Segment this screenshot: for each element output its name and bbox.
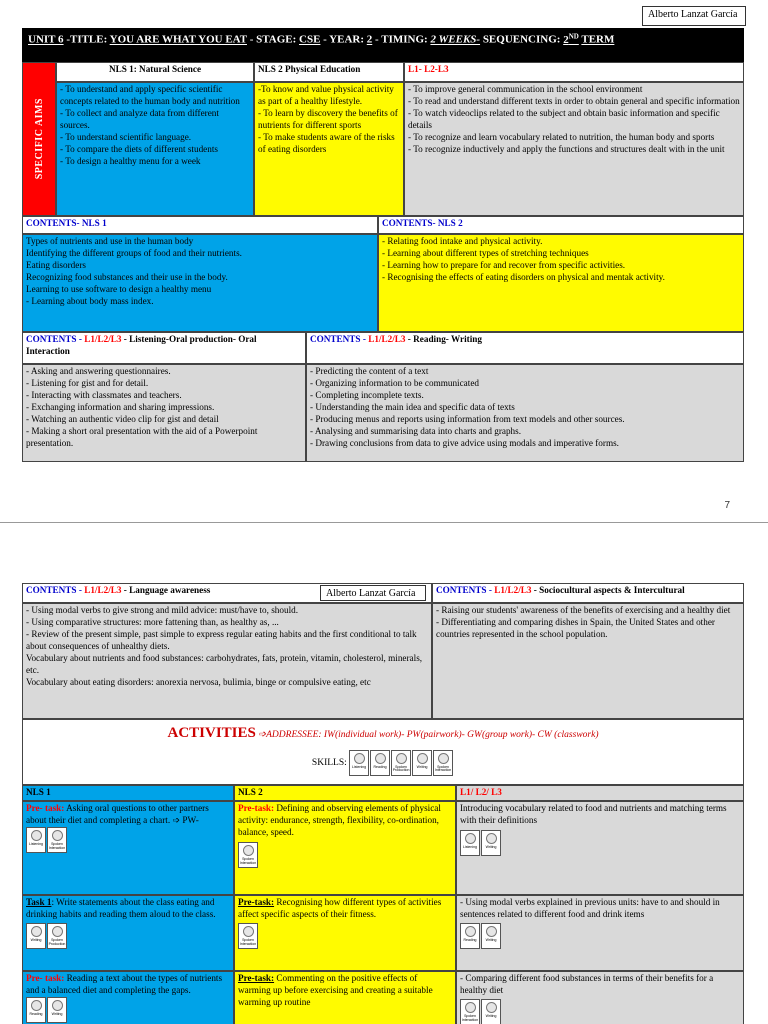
timing-label: - TIMING: [375, 33, 428, 46]
list-item: Types of nutrients and use in the human body [26, 236, 194, 246]
writing-icon: Writing [412, 750, 432, 776]
listening-icon: Listening [26, 827, 46, 853]
list-item: - Drawing conclusions from data to give advice using modals and imperative forms. [310, 437, 619, 448]
list-item: - Raising our students' awareness of the benefits of exercising and a healthy diet [436, 605, 731, 615]
list-item: - To understand and apply specific scientific concepts related to the human body and nutrition [60, 84, 240, 106]
aims-nls1-header: NLS 1: Natural Science [56, 62, 254, 82]
writing-icon: Writing [481, 923, 501, 949]
contents-nls1-header: CONTENTS- NLS 1 [22, 216, 378, 234]
activity-text: Defining and observing elements of physical activity: endurance, strength, flexibility, co-ordination, balance, speed. [238, 803, 441, 837]
sociocultural-prefix: CONTENTS - [436, 585, 495, 595]
list-item: - Predicting the content of a text [310, 366, 429, 376]
activities-l-header: L1/ L2/ L3 [456, 785, 744, 801]
list-item: - Producing menus and reports using information from text models and other sources. [310, 413, 625, 424]
document-page-2 [0, 522, 768, 1024]
contents-reading-suffix: - Reading- Writing [405, 334, 482, 344]
contents-reading-levels: L1/L2/L3 [368, 334, 406, 344]
list-item: Learning to use software to design a healthy menu [26, 283, 212, 294]
task-label: Task 1 [26, 897, 52, 907]
sociocultural-list [432, 603, 744, 719]
language-awareness-levels: L1/L2/L3 [84, 585, 122, 595]
aims-l-list [404, 82, 744, 216]
contents-listening-list [22, 364, 306, 462]
list-item: - Using modal verbs to give strong and mild advice: must/have to, should. [26, 605, 299, 615]
aims-nls2-header: NLS 2 Physical Education [254, 62, 404, 82]
sociocultural-levels: L1/L2/L3 [494, 585, 532, 595]
list-item: - Making a short oral presentation with the aid of a Powerpoint presentation. [26, 425, 258, 448]
list-item: - To read and understand different texts in order to obtain general and specific information [408, 95, 740, 106]
list-item: - Understanding the main idea and specific data of texts [310, 401, 515, 412]
addressee-legend: ➩ADDRESSEE: IW(individual work)- PW(pairwork)- GW(group work)- CW (classwork) [258, 730, 599, 740]
list-item: - Listening for gist and for detail. [26, 377, 149, 388]
skills-legend [26, 750, 740, 776]
writing-icon: Writing [481, 830, 501, 856]
contents-listening-levels: L1/L2/L3 [84, 334, 122, 344]
unit-label: UNIT 6 [28, 33, 64, 46]
writing-icon: Writing [481, 999, 501, 1024]
list-item: - Differentiating and comparing dishes in Spain, the United States and other countries represented in the school population. [436, 616, 715, 639]
list-item: - Exchanging information and sharing impressions. [26, 401, 215, 412]
sequencing-number: 2 [563, 33, 569, 46]
specific-aims-text: SPECIFIC AIMS [33, 98, 45, 180]
activities-nls1-header: NLS 1 [22, 785, 234, 801]
activity-text: - Comparing different food substances in terms of their benefits for a healthy diet [460, 973, 714, 995]
author-box-page-2: Alberto Lanzat García [320, 585, 426, 601]
list-item: - To compare the diets of different students [60, 143, 218, 154]
language-awareness-list [22, 603, 432, 719]
pre-task-label: Pre-task: [238, 973, 275, 983]
spoken-interaction-icon: Spoken Interaction [238, 923, 258, 949]
list-item: - Interacting with classmates and teachers. [26, 389, 182, 400]
sociocultural-suffix: - Sociocultural aspects & Intercultural [531, 585, 685, 595]
list-item: - Analysing and summarising data into charts and graphs. [310, 425, 522, 436]
list-item: - To learn by discovery the benefits of nutrients for different sports [258, 107, 398, 130]
spoken-interaction-icon: Spoken Interaction [460, 999, 480, 1024]
sociocultural-header [432, 583, 744, 603]
activity-row1-l [456, 801, 744, 895]
list-item: Identifying the different groups of food and their nutrients. [26, 247, 242, 258]
activity-row1-nls1 [22, 801, 234, 895]
list-item: - Watching an authentic video clip for gist and detail [26, 413, 219, 424]
language-awareness-prefix: CONTENTS - [26, 585, 85, 595]
list-item: - Completing incomplete texts. [310, 389, 424, 400]
list-item: - To recognize inductively and apply the functions and structures dealt with in the unit [408, 143, 725, 154]
activities-title: ACTIVITIES [167, 725, 256, 741]
list-item: Vocabulary about eating disorders: anorexia nervosa, bulimia, binge or compulsive eating, etc [26, 676, 371, 687]
skills-label: SKILLS: [311, 757, 347, 768]
list-item: - Review of the present simple, past simple to express regular eating habits and the first conditional to talk about consequences of unhealthy diets. [26, 628, 417, 651]
activity-text: Commenting on the positive effects of warming up before exercising and creating a suitable warming up routine [238, 973, 433, 1007]
contents-listening-suffix: - Listening-Oral production- Oral Interaction [26, 334, 257, 356]
activity-row3-nls2 [234, 971, 456, 1024]
activity-row2-nls1 [22, 895, 234, 971]
specific-aims-side-label [22, 62, 56, 216]
spoken-production-icon: Spoken Production [391, 750, 411, 776]
list-item: - Asking and answering questionnaires. [26, 366, 171, 376]
list-item: - To recognize and learn vocabulary related to nutrition, the human body and sports [408, 131, 715, 142]
contents-nls2-header: CONTENTS- NLS 2 [378, 216, 744, 234]
list-item: - Recognising the effects of eating disorders on physical and mentak activity. [382, 271, 665, 282]
writing-icon: Writing [47, 997, 67, 1023]
list-item: - Learning about different types of stretching techniques [382, 247, 589, 258]
sequencing-sup: ND [568, 32, 579, 40]
list-item: Eating disorders [26, 259, 86, 270]
reading-icon: Reading [460, 923, 480, 949]
pre-task-label: Pre-task: [238, 897, 275, 907]
list-item: Vocabulary about nutrients and food substances: carbohydrates, fats, protein, vitamin, cholesterol, minerals, etc. [26, 652, 423, 675]
page-number: 7 [724, 500, 730, 511]
unit-title: YOU ARE WHAT YOU EAT [109, 33, 247, 46]
list-item: - Learning about body mass index. [26, 295, 154, 306]
contents-nls2-list [378, 234, 744, 332]
pre-task-label: Pre-task: [238, 803, 275, 813]
contents-listening-prefix: CONTENTS - [26, 334, 85, 344]
list-item: - Using comparative structures: more fattening than, as healthy as, ... [26, 616, 279, 627]
contents-listening-header [22, 332, 306, 364]
list-item: Recognizing food substances and their use in the body. [26, 271, 228, 282]
spoken-interaction-icon: Spoken Interaction [238, 842, 258, 868]
activity-row2-nls2 [234, 895, 456, 971]
contents-reading-header [306, 332, 744, 364]
timing-value: 2 WEEKS- [430, 33, 481, 46]
stage-label: - STAGE: [249, 33, 297, 46]
contents-reading-prefix: CONTENTS - [310, 334, 369, 344]
aims-l-header: L1- L2-L3 [404, 62, 744, 82]
reading-icon: Reading [370, 750, 390, 776]
contents-reading-list [306, 364, 744, 462]
activities-nls2-header: NLS 2 [234, 785, 456, 801]
list-item: - Organizing information to be communicated [310, 377, 479, 388]
spoken-interaction-icon: Spoken Interaction [433, 750, 453, 776]
spoken-production-icon: Spoken Production [47, 923, 67, 949]
activity-text: Recognising how different types of activities affect specific aspects of their fitness. [238, 897, 442, 919]
term-label: TERM [581, 33, 615, 46]
activity-text: : Write statements about the class eating and drinking habits and reading them aloud to the class. [26, 897, 216, 919]
contents-nls1-list [22, 234, 378, 332]
list-item: - To watch videoclips related to the subject and obtain basic information and specific details [408, 107, 720, 130]
pre-task-label: Pre- task: [26, 803, 65, 813]
activity-text: Introducing vocabulary related to food and nutrients and matching terms with their definitions [460, 803, 727, 825]
spoken-interaction-icon: Spoken Interaction [47, 827, 67, 853]
activity-row1-nls2 [234, 801, 456, 895]
list-item: - Learning how to prepare for and recover from specific activities. [382, 259, 626, 270]
activity-row3-nls1 [22, 971, 234, 1024]
stage-value: CSE [299, 33, 321, 46]
list-item: - To improve general communication in the school environment [408, 84, 643, 94]
list-item: -To know and value physical activity as part of a healthy lifestyle. [258, 84, 394, 106]
activity-row3-l [456, 971, 744, 1024]
aims-nls1-list [56, 82, 254, 216]
unit-header-bar [22, 28, 744, 62]
list-item: - To make students aware of the risks of eating disorders [258, 131, 395, 154]
writing-icon: Writing [26, 923, 46, 949]
aims-nls2-list [254, 82, 404, 216]
title-label: -TITLE: [66, 33, 108, 46]
author-box: Alberto Lanzat García [642, 6, 746, 26]
year-label: - YEAR: [323, 33, 365, 46]
activity-row2-l [456, 895, 744, 971]
language-awareness-suffix: - Language awareness [121, 585, 211, 595]
sequencing-label: SEQUENCING: [482, 33, 561, 46]
listening-icon: Listening [349, 750, 369, 776]
list-item: - To collect and analyze data from different sources. [60, 107, 219, 130]
activity-text: Reading a text about the types of nutrients and a balanced diet and completing the gaps. [26, 973, 223, 995]
list-item: - To understand scientific language. [60, 131, 192, 142]
list-item: - Relating food intake and physical activity. [382, 236, 543, 246]
activities-banner [22, 719, 744, 785]
listening-icon: Listening [460, 830, 480, 856]
pre-task-label: Pre- task: [26, 973, 65, 983]
activity-text: Asking oral questions to other partners about their diet and completing a chart. ➩ PW- [26, 803, 209, 825]
reading-icon: Reading [26, 997, 46, 1023]
sequencing-value [563, 34, 579, 46]
activity-text: - Using modal verbs explained in previous units: have to and should in sentences related to different food and drink items [460, 897, 720, 919]
list-item: - To design a healthy menu for a week [60, 155, 201, 166]
year-value: 2 [366, 33, 373, 46]
